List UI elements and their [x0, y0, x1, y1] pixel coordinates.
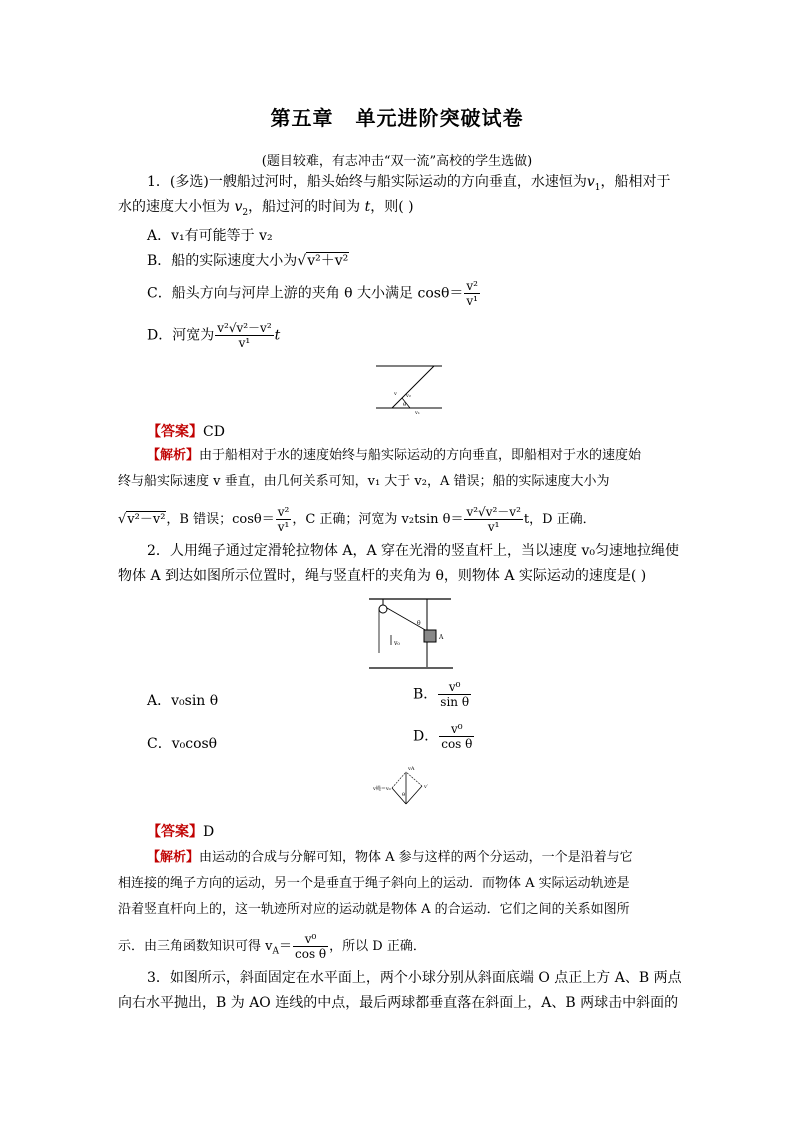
q1-stem-line1: 1．(多选)一艘船过河时，船头始终与船实际运动的方向垂直，水速恒为$v_1$，船相对于	[147, 174, 671, 193]
q1-analysis-line2: 终与船实际速度 v 垂直，由几何关系可知，v₁ 大于 v₂，A 错误；船的实际速度大小为	[118, 474, 610, 489]
q1-option-d: D．河宽为 $\frac{\text{v²√v²－v²}}{\text{v¹}}$ t	[147, 321, 281, 350]
q1-option-b: B．船的实际速度大小为√v²＋v²	[147, 253, 349, 269]
q2-fig-label-a: A	[439, 634, 444, 641]
q2-fig-label-v0: v₀	[394, 640, 400, 647]
q2-analysis-line4: 示．由三角函数知识可得 $v_A=$ $\frac{\text{v⁰}}{\text{cos θ}}$ ，所以 D 正确．	[118, 932, 426, 961]
q1-analysis-line1: 【解析】由于船相对于水的速度始终与船实际运动的方向垂直，即船相对于水的速度始	[147, 448, 642, 463]
q2-fig2-label-va: vA	[408, 766, 415, 772]
q2-analysis-line3: 沿着竖直杆向上的，这一轨迹所对应的运动就是物体 A 的合运动．它们之间的关系如图所	[118, 902, 630, 917]
q1-fig-label-v1: v₁	[415, 410, 420, 415]
q2-stem-line1: 2．人用绳子通过定滑轮拉物体 A，A 穿在光滑的竖直杆上，当以速度 v₀匀速地拉绳使	[147, 543, 679, 559]
q3-stem-line1: 3．如图所示，斜面固定在水平面上，两个小球分别从斜面底端 O 点正上方 A、B 两点	[147, 970, 682, 986]
q2-option-b: B． $\frac{\text{v⁰}}{\text{sin θ}}$	[413, 680, 470, 709]
title-chapter: 第五章	[270, 106, 334, 130]
q2-fig2-label-theta: θ	[402, 792, 406, 798]
q1-answer: 【答案】CD	[147, 424, 225, 440]
q2-option-d: D． $\frac{\text{v⁰}}{\text{cos θ}}$	[413, 722, 473, 751]
q2-fig2-label-vprime: v′	[424, 784, 428, 790]
q1-option-c: C．船头方向与河岸上游的夹角 θ 大小满足 cosθ＝ $\frac{\text{v²}}{\text{v¹}}$	[147, 279, 478, 308]
q2-fig2-label-vrope: v绳＝v₀	[373, 786, 391, 792]
title-text: 单元进阶突破试卷	[355, 106, 524, 130]
q1-stem-line2: 水的速度大小恒为 $v_2$，船过河的时间为 t，则( )	[118, 199, 414, 218]
q1-fig-label-v: v	[394, 391, 397, 397]
page-subtitle: (题目较难，有志冲击“双一流”高校的学生选做)	[261, 154, 533, 169]
q2-vector-figure	[372, 762, 438, 808]
q1-option-a: A．v₁有可能等于 v₂	[147, 228, 273, 244]
q1-fig-label-theta: θ	[403, 402, 407, 408]
q2-fig-label-theta: θ	[417, 620, 421, 627]
page-title	[0, 102, 794, 131]
q2-answer: 【答案】D	[147, 824, 215, 840]
q2-pulley-figure	[365, 593, 457, 673]
q2-analysis-line1: 【解析】由运动的合成与分解可知，物体 A 参与这样的两个分运动，一个是沿着与它	[147, 850, 633, 865]
q2-analysis-line2: 相连接的绳子方向的运动，另一个是垂直于绳子斜向上的运动．而物体 A 实际运动轨迹是	[118, 876, 630, 891]
q3-stem-line2: 向右水平抛出，B 为 AO 连线的中点，最后两球都垂直落在斜面上，A、B 两球击中斜面的	[118, 995, 679, 1011]
q2-stem-line2: 物体 A 到达如图所示位置时，绳与竖直杆的夹角为 θ，则物体 A 实际运动的速度是( )	[118, 568, 647, 584]
q1-analysis-line3: √v²－v²，B 错误；cosθ＝ $\frac{\text{v²}}{\text{v¹}}$ ，C 正确；河宽为 v₂tsin θ＝ $\frac{\text{v²√v²－v²}}{\text{v¹}}$ t，D 正确．	[118, 505, 596, 534]
q2-option-a: A．v₀sin θ	[147, 693, 219, 709]
q2-option-c: C．v₀cosθ	[147, 736, 218, 752]
q1-fig-label-v2: v₂	[406, 393, 411, 399]
q1-river-figure	[372, 363, 444, 415]
